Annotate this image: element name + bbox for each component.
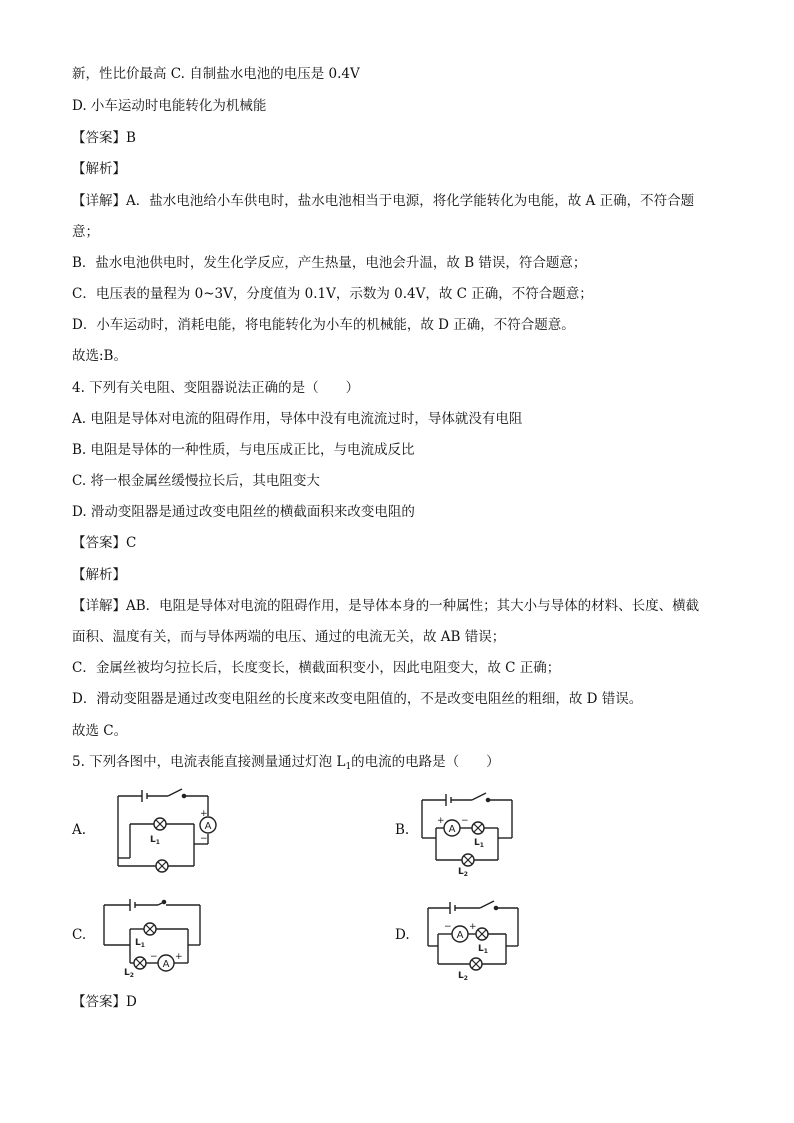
ammeter-icon bbox=[444, 820, 460, 836]
option-label-c: C. bbox=[72, 927, 87, 943]
text-line: D．滑动变阻器是通过改变电阻丝的长度来改变电阻值的，不是改变电阻丝的粗细，故 D 错误。 bbox=[72, 691, 643, 707]
text-line: B．盐水电池供电时，发生化学反应，产生热量，电池会升温，故 B 错误，符合题意； bbox=[72, 255, 587, 271]
lamp-icon bbox=[154, 818, 166, 830]
svg-text:L1: $L_1$ bbox=[474, 838, 484, 849]
lamp-icon bbox=[462, 854, 474, 866]
svg-text:−: − bbox=[444, 922, 452, 932]
text-line: 【详解】A．盐水电池给小车供电时，盐水电池相当于电源，将化学能转化为电能，故 A 正确，不符合题 bbox=[72, 193, 695, 209]
switch-icon bbox=[168, 789, 182, 796]
lamp-icon bbox=[472, 822, 484, 834]
switch-icon bbox=[472, 793, 486, 800]
analysis-heading: 【解析】 bbox=[72, 567, 126, 583]
circuit-diagram-b bbox=[418, 790, 518, 876]
svg-text:+: + bbox=[469, 922, 477, 932]
stem-text: 的电流的电路是（ ） bbox=[351, 754, 500, 770]
analysis-heading: 【解析】 bbox=[72, 161, 126, 177]
text-line: 面积、温度有关，而与导体两端的电压、通过的电流无关，故 AB 错误； bbox=[72, 629, 506, 645]
svg-text:L1: $L_1$ bbox=[478, 944, 488, 955]
circuit-diagram-a bbox=[112, 786, 222, 874]
option-line: C. 将一根金属丝缓慢拉长后，其电阻变大 bbox=[72, 473, 320, 489]
svg-text:L2: $L_2$ bbox=[458, 971, 468, 982]
question-stem bbox=[72, 752, 732, 777]
svg-text:L2: $L_2$ bbox=[458, 867, 468, 876]
stem-text: 5. 下列各图中，电流表能直接测量通过灯泡 L bbox=[72, 754, 346, 770]
switch-icon bbox=[158, 903, 162, 905]
switch-icon bbox=[480, 901, 494, 908]
stem-subscript: 1 bbox=[345, 762, 352, 772]
text-line: D．小车运动时，消耗电能，将电能转化为小车的机械能，故 D 正确，不符合题意。 bbox=[72, 317, 575, 333]
svg-text:+: + bbox=[437, 816, 445, 826]
answer-line: 【答案】C bbox=[72, 535, 137, 551]
lamp-icon bbox=[156, 860, 168, 872]
svg-text:L1: $L_1$ bbox=[150, 835, 160, 846]
text-line: C．金属丝被均匀拉长后，长度变长，横截面积变小，因此电阻变大，故 C 正确； bbox=[72, 660, 561, 676]
text-line: 【详解】AB．电阻是导体对电流的阻碍作用，是导体本身的一种属性；其大小与导体的材料、长度、横截 bbox=[72, 598, 700, 614]
lamp-icon bbox=[476, 928, 488, 940]
text-line: 故选 C。 bbox=[72, 723, 128, 739]
circuit-diagram-d bbox=[424, 898, 524, 982]
answer-line: 【答案】D bbox=[72, 994, 137, 1010]
option-label-a: A. bbox=[72, 822, 87, 838]
option-label-d: D. bbox=[395, 927, 410, 943]
ammeter-icon bbox=[452, 926, 468, 942]
lamp-icon bbox=[470, 958, 482, 970]
text-line: C．电压表的量程为 0~3V，分度值为 0.1V，示数为 0.4V，故 C 正确，不符合题意； bbox=[72, 286, 593, 302]
circuit-diagram-c bbox=[100, 893, 210, 977]
svg-text:−: − bbox=[461, 816, 469, 826]
text-line: 故选:B。 bbox=[72, 348, 127, 364]
option-line: A. 电阻是导体对电流的阻碍作用，导体中没有电流流过时，导体就没有电阻 bbox=[72, 411, 523, 427]
svg-text:A: A bbox=[448, 824, 456, 835]
svg-text:+: + bbox=[200, 809, 208, 819]
text-line: D. 小车运动时电能转化为机械能 bbox=[72, 98, 267, 114]
svg-text:A: A bbox=[204, 821, 212, 832]
svg-text:L1: $L_1$ bbox=[135, 938, 145, 949]
option-line: B. 电阻是导体的一种性质，与电压成正比，与电流成反比 bbox=[72, 442, 415, 458]
answer-line: 【答案】B bbox=[72, 130, 136, 146]
svg-text:A: A bbox=[162, 959, 170, 970]
option-line: D. 滑动变阻器是通过改变电阻丝的横截面积来改变电阻的 bbox=[72, 504, 415, 520]
svg-text:A: A bbox=[456, 930, 464, 941]
question-stem: 4. 下列有关电阻、变阻器说法正确的是（ ） bbox=[72, 380, 360, 396]
svg-text:L2: $L_2$ bbox=[124, 968, 134, 977]
svg-text:−: − bbox=[150, 952, 158, 962]
svg-text:−: − bbox=[200, 834, 208, 844]
lamp-icon bbox=[144, 923, 156, 935]
text-line: 新，性比价最高 C. 自制盐水电池的电压是 0.4V bbox=[72, 66, 360, 82]
lamp-icon bbox=[134, 957, 146, 969]
option-label-b: B. bbox=[395, 822, 410, 838]
ammeter-icon bbox=[200, 817, 216, 833]
text-line: 意； bbox=[72, 224, 99, 240]
ammeter-icon bbox=[158, 955, 174, 971]
svg-text:+: + bbox=[175, 952, 183, 962]
